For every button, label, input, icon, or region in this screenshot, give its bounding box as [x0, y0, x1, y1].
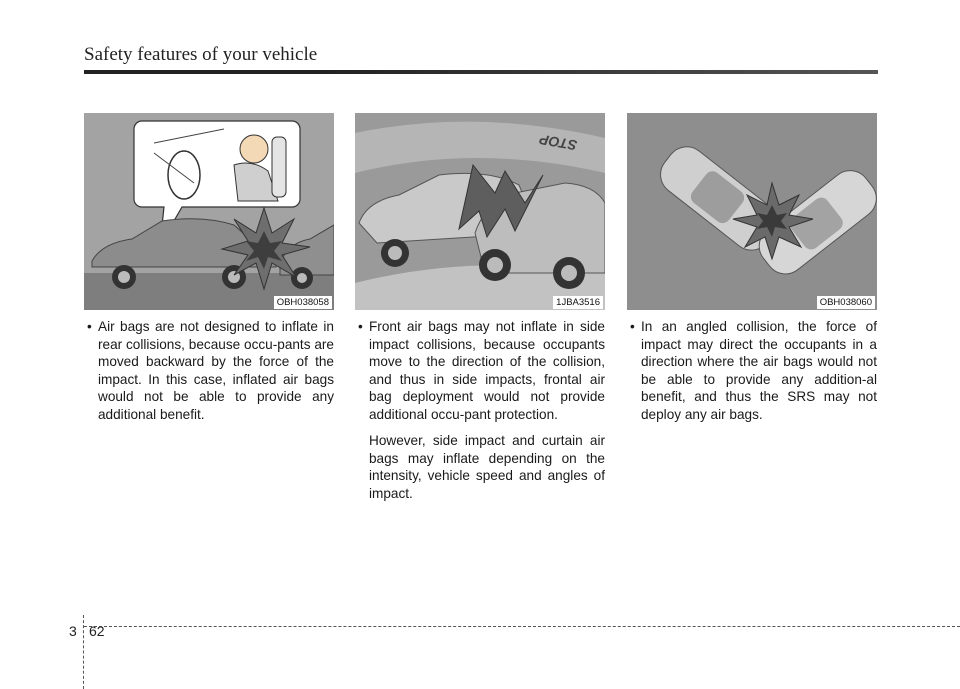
rear-collision-drawing [84, 113, 334, 310]
page-number: 62 [89, 623, 105, 639]
bullet-text: • Air bags are not designed to inflate in rear collisions, because occu-pants are moved backward by the force of the impact. In this case, inflated air bags would not be able to provide any additional benefit. [84, 318, 334, 423]
footer-rule [84, 626, 960, 627]
column-angled-collision [627, 113, 877, 423]
figure-label: OBH038060 [817, 296, 875, 309]
section-number: 3 [69, 623, 77, 639]
paragraph-text: However, side impact and curtain air bags may inflate depending on the intensity, vehicle speed and angles of impact. [369, 433, 605, 501]
side-collision-drawing [355, 113, 605, 310]
header-rule [84, 70, 878, 74]
footer-divider [83, 615, 84, 689]
column-side-collision [355, 113, 605, 502]
angled-collision-drawing [627, 113, 877, 310]
page-header-title: Safety features of your vehicle [84, 44, 318, 65]
column-rear-collision [84, 113, 334, 423]
angled-collision-illustration [627, 113, 877, 310]
road-stop-text: STOP [538, 131, 579, 154]
bullet-text: • In an angled collision, the force of impact may direct the occupants in a direction where the air bags would not be able to provide any addition-al benefit, and thus the SRS may not deploy any air bags. [627, 318, 877, 423]
rear-collision-illustration [84, 113, 334, 310]
side-collision-illustration [355, 113, 605, 310]
figure-label: 1JBA3516 [553, 296, 603, 309]
bullet-text: • Front air bags may not inflate in side impact collisions, because occupants move to the direction of the collision, and thus in side impacts, frontal air bag deployment would not provide additional occu-pant protection. [355, 318, 605, 423]
figure-label: OBH038058 [274, 296, 332, 309]
